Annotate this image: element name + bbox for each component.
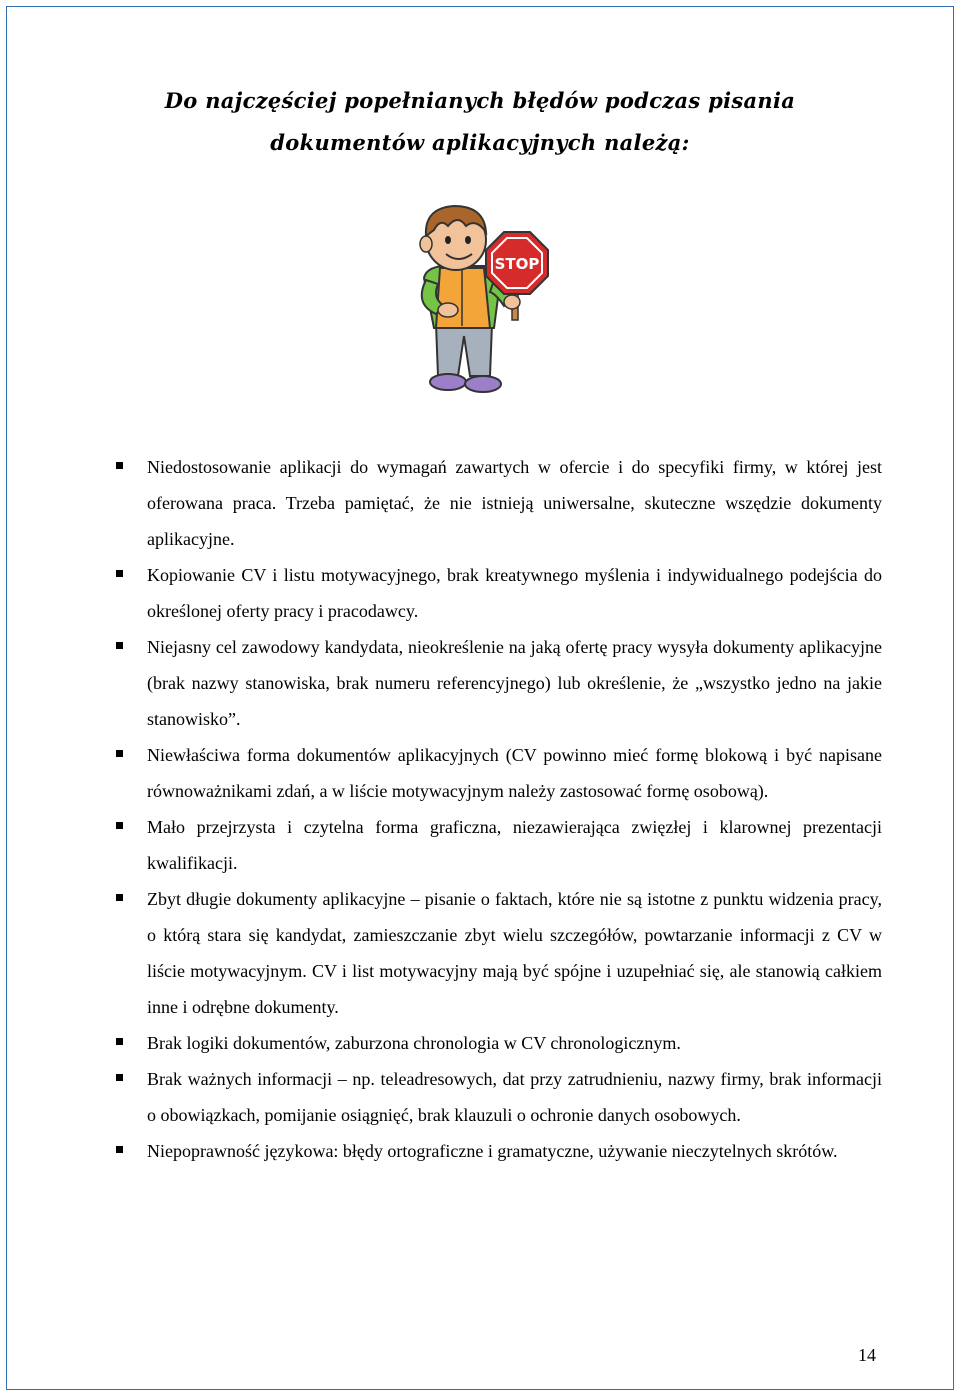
list-item-text: Brak ważnych informacji – np. teleadresowych, dat przy zatrudnieniu, nazwy firmy, brak informacji o obowiązkach, pomijanie osiągnięć, brak klauzuli o ochronie danych osobowych. bbox=[147, 1069, 882, 1125]
bullet-icon bbox=[116, 1074, 123, 1081]
page-title-line-1: Do najczęściej popełnianych błędów podczas pisania bbox=[164, 88, 796, 113]
bullet-icon bbox=[116, 462, 123, 469]
page-title-line-2: dokumentów aplikacyjnych należą: bbox=[270, 130, 690, 155]
list-item bbox=[112, 737, 882, 809]
bullet-icon bbox=[116, 642, 123, 649]
list-item-text: Niewłaściwa forma dokumentów aplikacyjnych (CV powinno mieć formę blokową i być napisane równoważnikami zdań, a w liście motywacyjnym należy zastosować formę osobową). bbox=[147, 745, 882, 801]
list-item-text: Mało przejrzysta i czytelna forma graficzna, niezawierająca zwięzłej i klarownej prezentacji kwalifikacji. bbox=[147, 817, 882, 873]
list-item bbox=[112, 557, 882, 629]
bullet-icon bbox=[116, 750, 123, 757]
bullet-icon bbox=[116, 1146, 123, 1153]
list-item bbox=[112, 449, 882, 557]
bullet-icon bbox=[116, 822, 123, 829]
list-item-text: Brak logiki dokumentów, zaburzona chronologia w CV chronologicznym. bbox=[147, 1033, 681, 1053]
list-item bbox=[112, 1133, 882, 1169]
list-item bbox=[112, 881, 882, 1025]
list-item bbox=[112, 809, 882, 881]
list-item bbox=[112, 1061, 882, 1133]
stop-sign-text: STOP bbox=[494, 255, 540, 273]
list-item-text: Kopiowanie CV i listu motywacyjnego, brak kreatywnego myślenia i indywidualnego podejścia do określonej oferty pracy i pracodawcy. bbox=[147, 565, 882, 621]
list-item bbox=[112, 629, 882, 737]
boy-with-stop-sign-icon bbox=[396, 196, 566, 406]
bullet-icon bbox=[116, 894, 123, 901]
bullet-icon bbox=[116, 570, 123, 577]
list-item-text: Zbyt długie dokumenty aplikacyjne – pisanie o faktach, które nie są istotne z punktu widzenia pracy, o którą stara się kandydat, zamieszczanie zbyt wielu szczegółów, powtarzanie informacji z CV w liście motywacyjnym. CV i list motywacyjny mają być spójne i uzupełniać się, ale stanowią całkiem inne i odrębne dokumenty. bbox=[147, 889, 882, 1017]
bullet-icon bbox=[116, 1038, 123, 1045]
list-item-text: Niedostosowanie aplikacji do wymagań zawartych w ofercie i do specyfiki firmy, w której jest oferowana praca. Trzeba pamiętać, że nie istnieją uniwersalne, skuteczne wszędzie dokumenty aplikacyjne. bbox=[147, 457, 882, 549]
list-item-text: Niepoprawność językowa: błędy ortograficzne i gramatyczne, używanie nieczytelnych skrótów. bbox=[147, 1141, 838, 1161]
page-number: 14 bbox=[858, 1345, 876, 1365]
mistakes-list bbox=[112, 449, 882, 1169]
list-item bbox=[112, 1025, 882, 1061]
list-item-text: Niejasny cel zawodowy kandydata, nieokreślenie na jaką ofertę pracy wysyła dokumenty aplikacyjne (brak nazwy stanowiska, brak numeru referencyjnego) lub określenie, że „wszystko jedno na jakie stanowisko”. bbox=[147, 637, 882, 729]
